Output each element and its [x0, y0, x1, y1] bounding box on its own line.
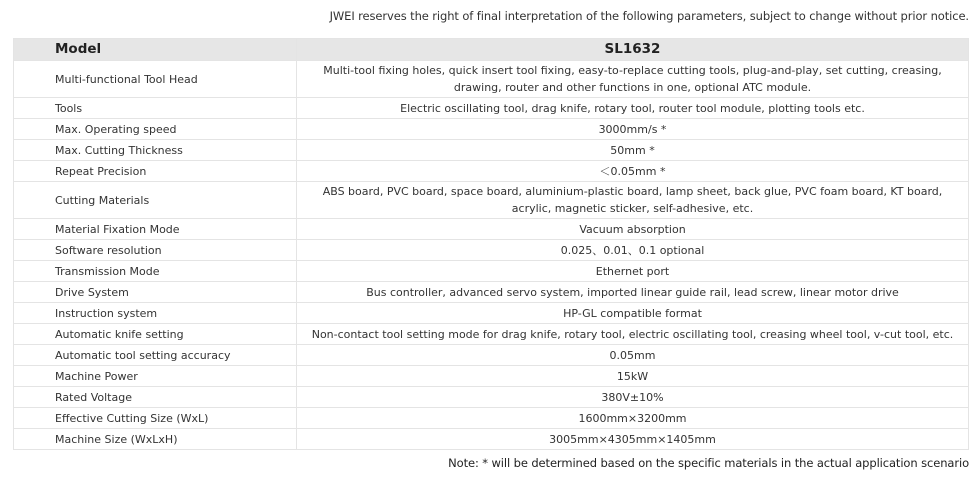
table-row [14, 140, 969, 161]
row-value: Electric oscillating tool, drag knife, rotary tool, router tool module, plotting tools etc. [297, 98, 969, 119]
row-value: Ethernet port [297, 261, 969, 282]
row-label: Transmission Mode [14, 261, 297, 282]
disclaimer-text: JWEI reserves the right of final interpretation of the following parameters, subject to change without prior notice. [329, 9, 969, 23]
table-row [14, 408, 969, 429]
row-value: Bus controller, advanced servo system, imported linear guide rail, lead screw, linear motor drive [297, 282, 969, 303]
row-value: 380V±10% [297, 387, 969, 408]
row-label: Material Fixation Mode [14, 219, 297, 240]
row-value: 1600mm×3200mm [297, 408, 969, 429]
spec-table [13, 38, 969, 450]
table-row [14, 240, 969, 261]
row-value: 50mm * [297, 140, 969, 161]
row-value: 15kW [297, 366, 969, 387]
row-label: Machine Power [14, 366, 297, 387]
row-label: Max. Cutting Thickness [14, 140, 297, 161]
row-label: Tools [14, 98, 297, 119]
table-row [14, 429, 969, 450]
row-value: ＜0.05mm * [297, 161, 969, 182]
row-label: Software resolution [14, 240, 297, 261]
row-value: HP-GL compatible format [297, 303, 969, 324]
row-label: Automatic knife setting [14, 324, 297, 345]
header-label: Model [14, 39, 297, 61]
row-value: Multi-tool fixing holes, quick insert tool fixing, easy-to-replace cutting tools, plug-and-play, set cutting, creasing, drawing, router and other functions in one, optional ATC module. [297, 61, 969, 98]
row-value: 3000mm/s * [297, 119, 969, 140]
row-label: Cutting Materials [14, 182, 297, 219]
table-row [14, 282, 969, 303]
table-row [14, 261, 969, 282]
row-label: Drive System [14, 282, 297, 303]
header-value: SL1632 [297, 39, 969, 61]
table-row [14, 387, 969, 408]
row-label: Repeat Precision [14, 161, 297, 182]
row-label: Effective Cutting Size (WxL) [14, 408, 297, 429]
row-label: Multi-functional Tool Head [14, 61, 297, 98]
table-row [14, 61, 969, 98]
table-row [14, 161, 969, 182]
row-value: Non-contact tool setting mode for drag knife, rotary tool, electric oscillating tool, creasing wheel tool, v-cut tool, etc. [297, 324, 969, 345]
footnote-text: Note: * will be determined based on the specific materials in the actual application scenario [448, 456, 969, 470]
row-label: Rated Voltage [14, 387, 297, 408]
row-value: 3005mm×4305mm×1405mm [297, 429, 969, 450]
row-value: 0.025、0.01、0.1 optional [297, 240, 969, 261]
row-label: Automatic tool setting accuracy [14, 345, 297, 366]
table-row [14, 98, 969, 119]
table-row [14, 219, 969, 240]
row-value: ABS board, PVC board, space board, aluminium-plastic board, lamp sheet, back glue, PVC foam board, KT board, acrylic, magnetic sticker, self-adhesive, etc. [297, 182, 969, 219]
table-row [14, 303, 969, 324]
row-label: Machine Size (WxLxH) [14, 429, 297, 450]
table-row [14, 182, 969, 219]
table-row [14, 345, 969, 366]
row-label: Max. Operating speed [14, 119, 297, 140]
table-row [14, 366, 969, 387]
row-value: 0.05mm [297, 345, 969, 366]
table-row [14, 324, 969, 345]
row-value: Vacuum absorption [297, 219, 969, 240]
table-header-row [14, 39, 969, 61]
table-row [14, 119, 969, 140]
row-label: Instruction system [14, 303, 297, 324]
